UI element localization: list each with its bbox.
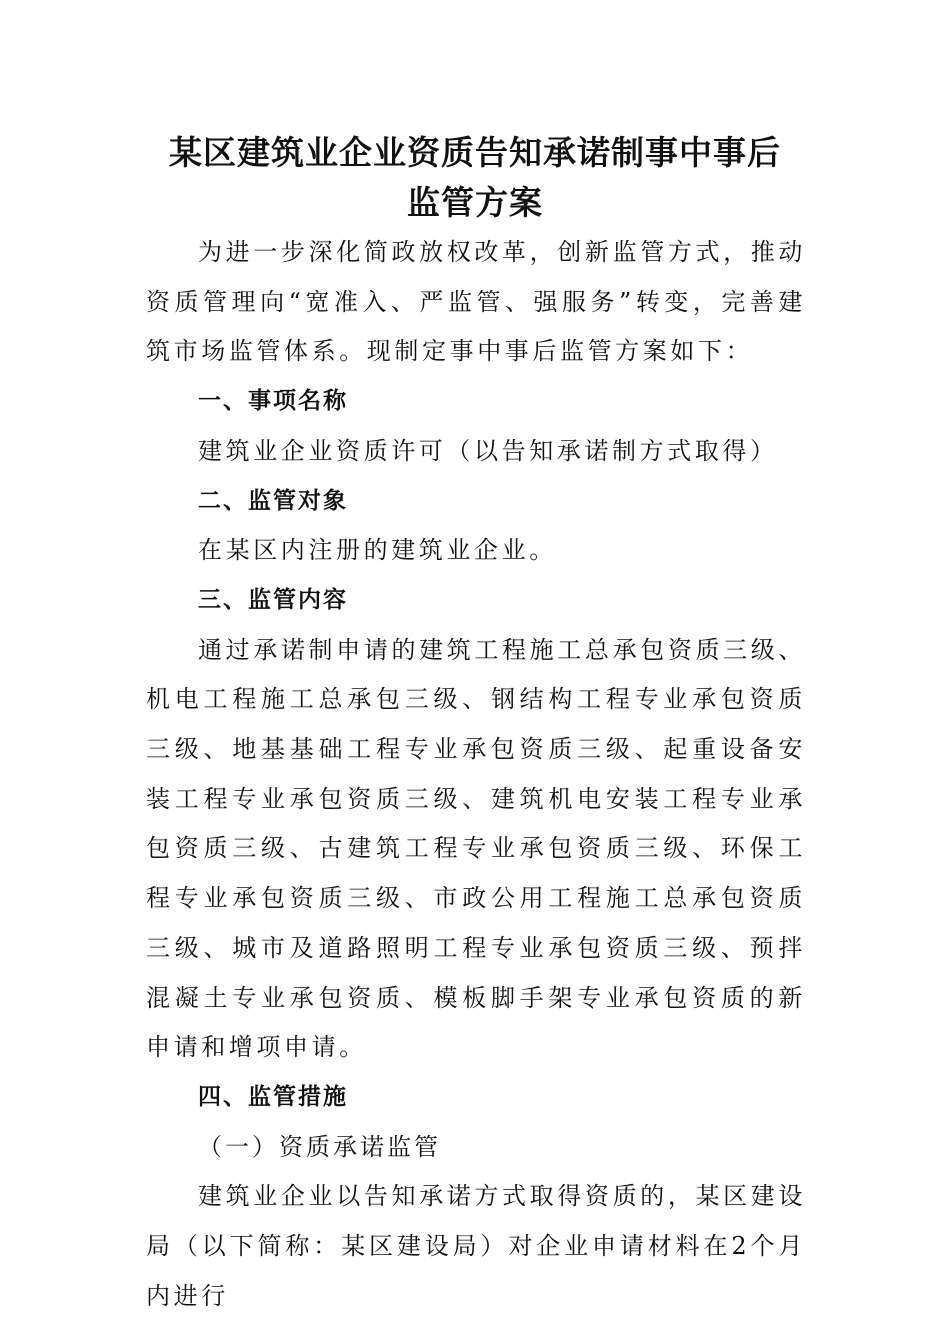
section-heading-supervision-target: 二、监管对象 bbox=[198, 487, 348, 514]
section-heading-supervision-content: 三、监管内容 bbox=[198, 586, 348, 613]
section-text-item-name: 建筑业企业资质许可（以告知承诺制方式取得） bbox=[198, 436, 778, 465]
document-body bbox=[146, 228, 806, 1321]
document-title-line-2: 监管方案 bbox=[407, 183, 543, 222]
section-heading-supervision-measures: 四、监管措施 bbox=[198, 1083, 348, 1110]
subsection-heading-qualification-commitment: （一）资质承诺监管 bbox=[198, 1132, 441, 1161]
section-text-supervision-content: 通过承诺制申请的建筑工程施工总承包资质三级、机电工程施工总承包三级、钢结构工程专业承包资质三级、地基基础工程专业承包资质三级、起重设备安装工程专业承包资质三级、建筑机电安装工程专业承包资质三级、古建筑工程专业承包资质三级、环保工程专业承包资质三级、市政公用工程施工总承包资质三级、城市及道路照明工程专业承包资质三级、预拌混凝土专业承包资质、模板脚手架专业承包资质的新申请和增项申请。 bbox=[146, 635, 806, 1062]
section-text-supervision-measures: 建筑业企业以告知承诺方式取得资质的，某区建设局（以下简称：某区建设局）对企业申请材料在2个月内进行 bbox=[146, 1182, 806, 1310]
section-text-supervision-target: 在某区内注册的建筑业企业。 bbox=[198, 536, 557, 565]
document-title-line-1: 某区建筑业企业资质告知承诺制事中事后 bbox=[169, 133, 781, 172]
section-heading-item-name: 一、事项名称 bbox=[198, 388, 348, 415]
intro-paragraph: 为进一步深化简政放权改革，创新监管方式，推动资质管理向“宽准入、严监管、强服务”转变，完善建筑市场监管体系。现制定事中事后监管方案如下： bbox=[146, 238, 806, 366]
